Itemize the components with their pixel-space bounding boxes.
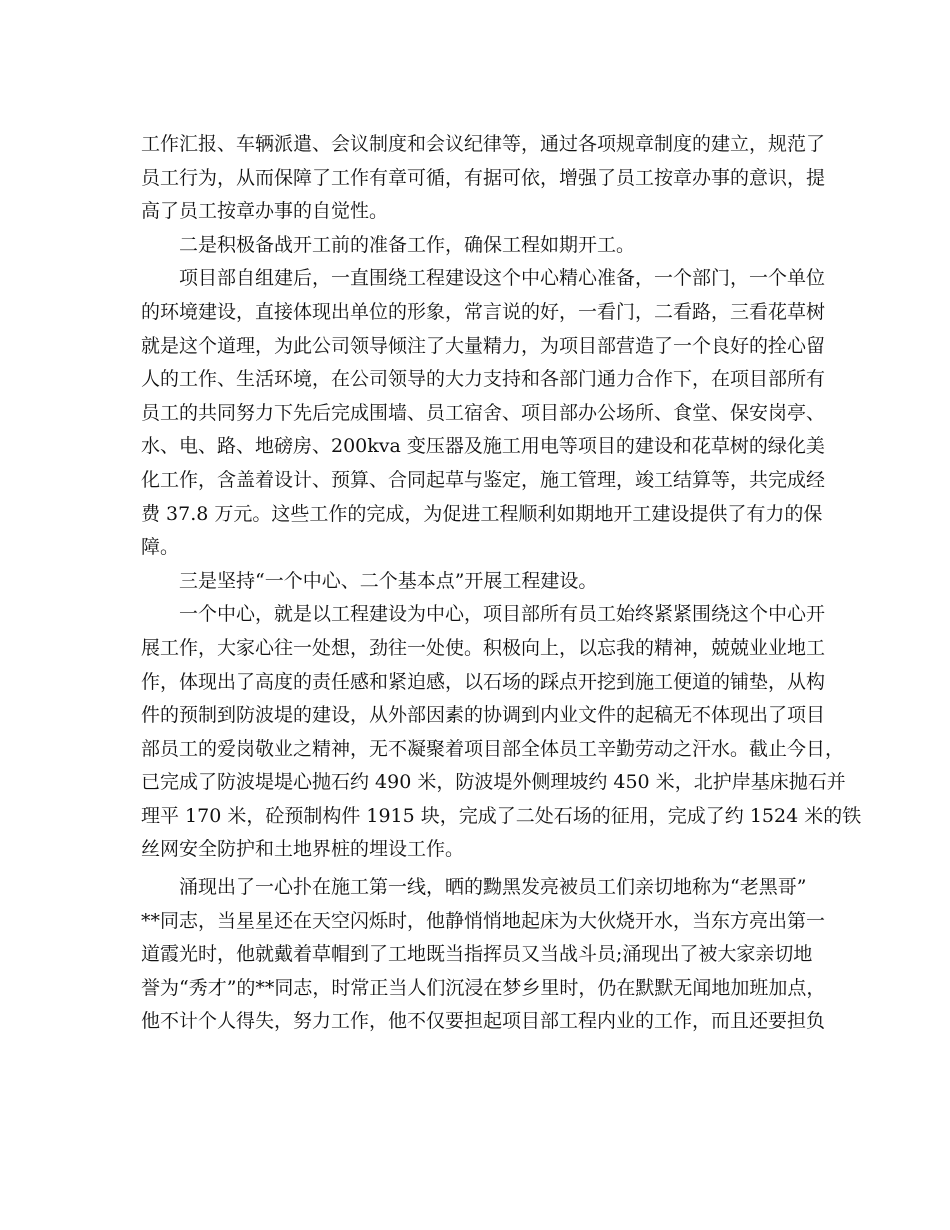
- text-line: 人的工作、生活环境，在公司领导的大力支持和各部门通力合作下，在项目部所有: [141, 368, 826, 391]
- text-line: 道霞光时，他就戴着草帽到了工地既当指挥员又当战斗员;涌现出了被大家亲切地: [141, 943, 813, 966]
- text-line: 誉为“秀才”的**同志，时常正当人们沉浸在梦乡里时，仍在默默无闻地加班加点，: [141, 976, 826, 999]
- text-line: **同志，当星星还在天空闪烁时，他静悄悄地起床为大伙烧开水，当东方亮出第一: [141, 909, 826, 932]
- section-heading: 三是坚持“一个中心、二个基本点”开展工程建设。: [179, 569, 598, 592]
- text-line: 高了员工按章办事的自觉性。: [141, 200, 389, 223]
- text-line: 障。: [141, 536, 180, 559]
- text-line: 丝网安全防护和土地界桩的埋设工作。: [141, 838, 465, 861]
- text-line: 件的预制到防波堤的建设，从外部因素的协调到内业文件的起稿无不体现出了项目: [141, 704, 826, 727]
- text-line: 水、电、路、地磅房、200kva 变压器及施工用电等项目的建设和花草树的绿化美: [141, 435, 825, 458]
- text-line: 员工行为，从而保障了工作有章可循，有据可依，增强了员工按章办事的意识，提: [141, 166, 826, 189]
- text-line: 展工作，大家心往一处想，劲往一处使。积极向上，以忘我的精神，兢兢业业地工: [141, 636, 826, 659]
- text-line: 员工的共同努力下先后完成围墙、员工宿舍、项目部办公场所、食堂、保安岗亭、: [141, 401, 826, 424]
- text-line: 化工作，含盖着设计、预算、合同起草与鉴定，施工管理，竣工结算等，共完成经: [141, 468, 826, 491]
- text-line: 工作汇报、车辆派遣、会议制度和会议纪律等，通过各项规章制度的建立，规范了: [141, 133, 826, 155]
- text-line: 涌现出了一心扑在施工第一线，晒的黝黑发亮被员工们亲切地称为“老黑哥”: [179, 876, 807, 899]
- text-line: 项目部自组建后，一直围绕工程建设这个中心精心准备，一个部门，一个单位: [179, 267, 826, 290]
- text-line: 就是这个道理，为此公司领导倾注了大量精力，为项目部营造了一个良好的拴心留: [141, 334, 826, 357]
- text-line: 理平 170 米，砼预制构件 1915 块，完成了二处石场的征用，完成了约 1524 米的铁: [141, 804, 862, 827]
- text-line: 已完成了防波堤堤心抛石约 490 米，防波堤外侧理坡约 450 米，北护岸基床抛石并: [141, 771, 846, 794]
- text-line: 部员工的爱岗敬业之精神，无不凝聚着项目部全体员工辛勤劳动之汗水。截止今日，: [141, 737, 845, 760]
- text-line: 作，体现出了高度的责任感和紧迫感，以石场的踩点开挖到施工便道的铺垫，从构: [141, 670, 826, 693]
- section-heading: 二是积极备战开工前的准备工作，确保工程如期开工。: [179, 233, 636, 256]
- document-body: [141, 128, 862, 1039]
- text-line: 一个中心，就是以工程建设为中心，项目部所有员工始终紧紧围绕这个中心开: [179, 603, 826, 626]
- text-line: 的环境建设，直接体现出单位的形象，常言说的好，一看门，二看路，三看花草树: [141, 300, 826, 323]
- text-line: 他不计个人得失，努力工作，他不仅要担起项目部工程内业的工作，而且还要担负: [141, 1010, 826, 1033]
- text-line: 费 37.8 万元。这些工作的完成，为促进工程顺利如期地开工建设提供了有力的保: [141, 502, 823, 525]
